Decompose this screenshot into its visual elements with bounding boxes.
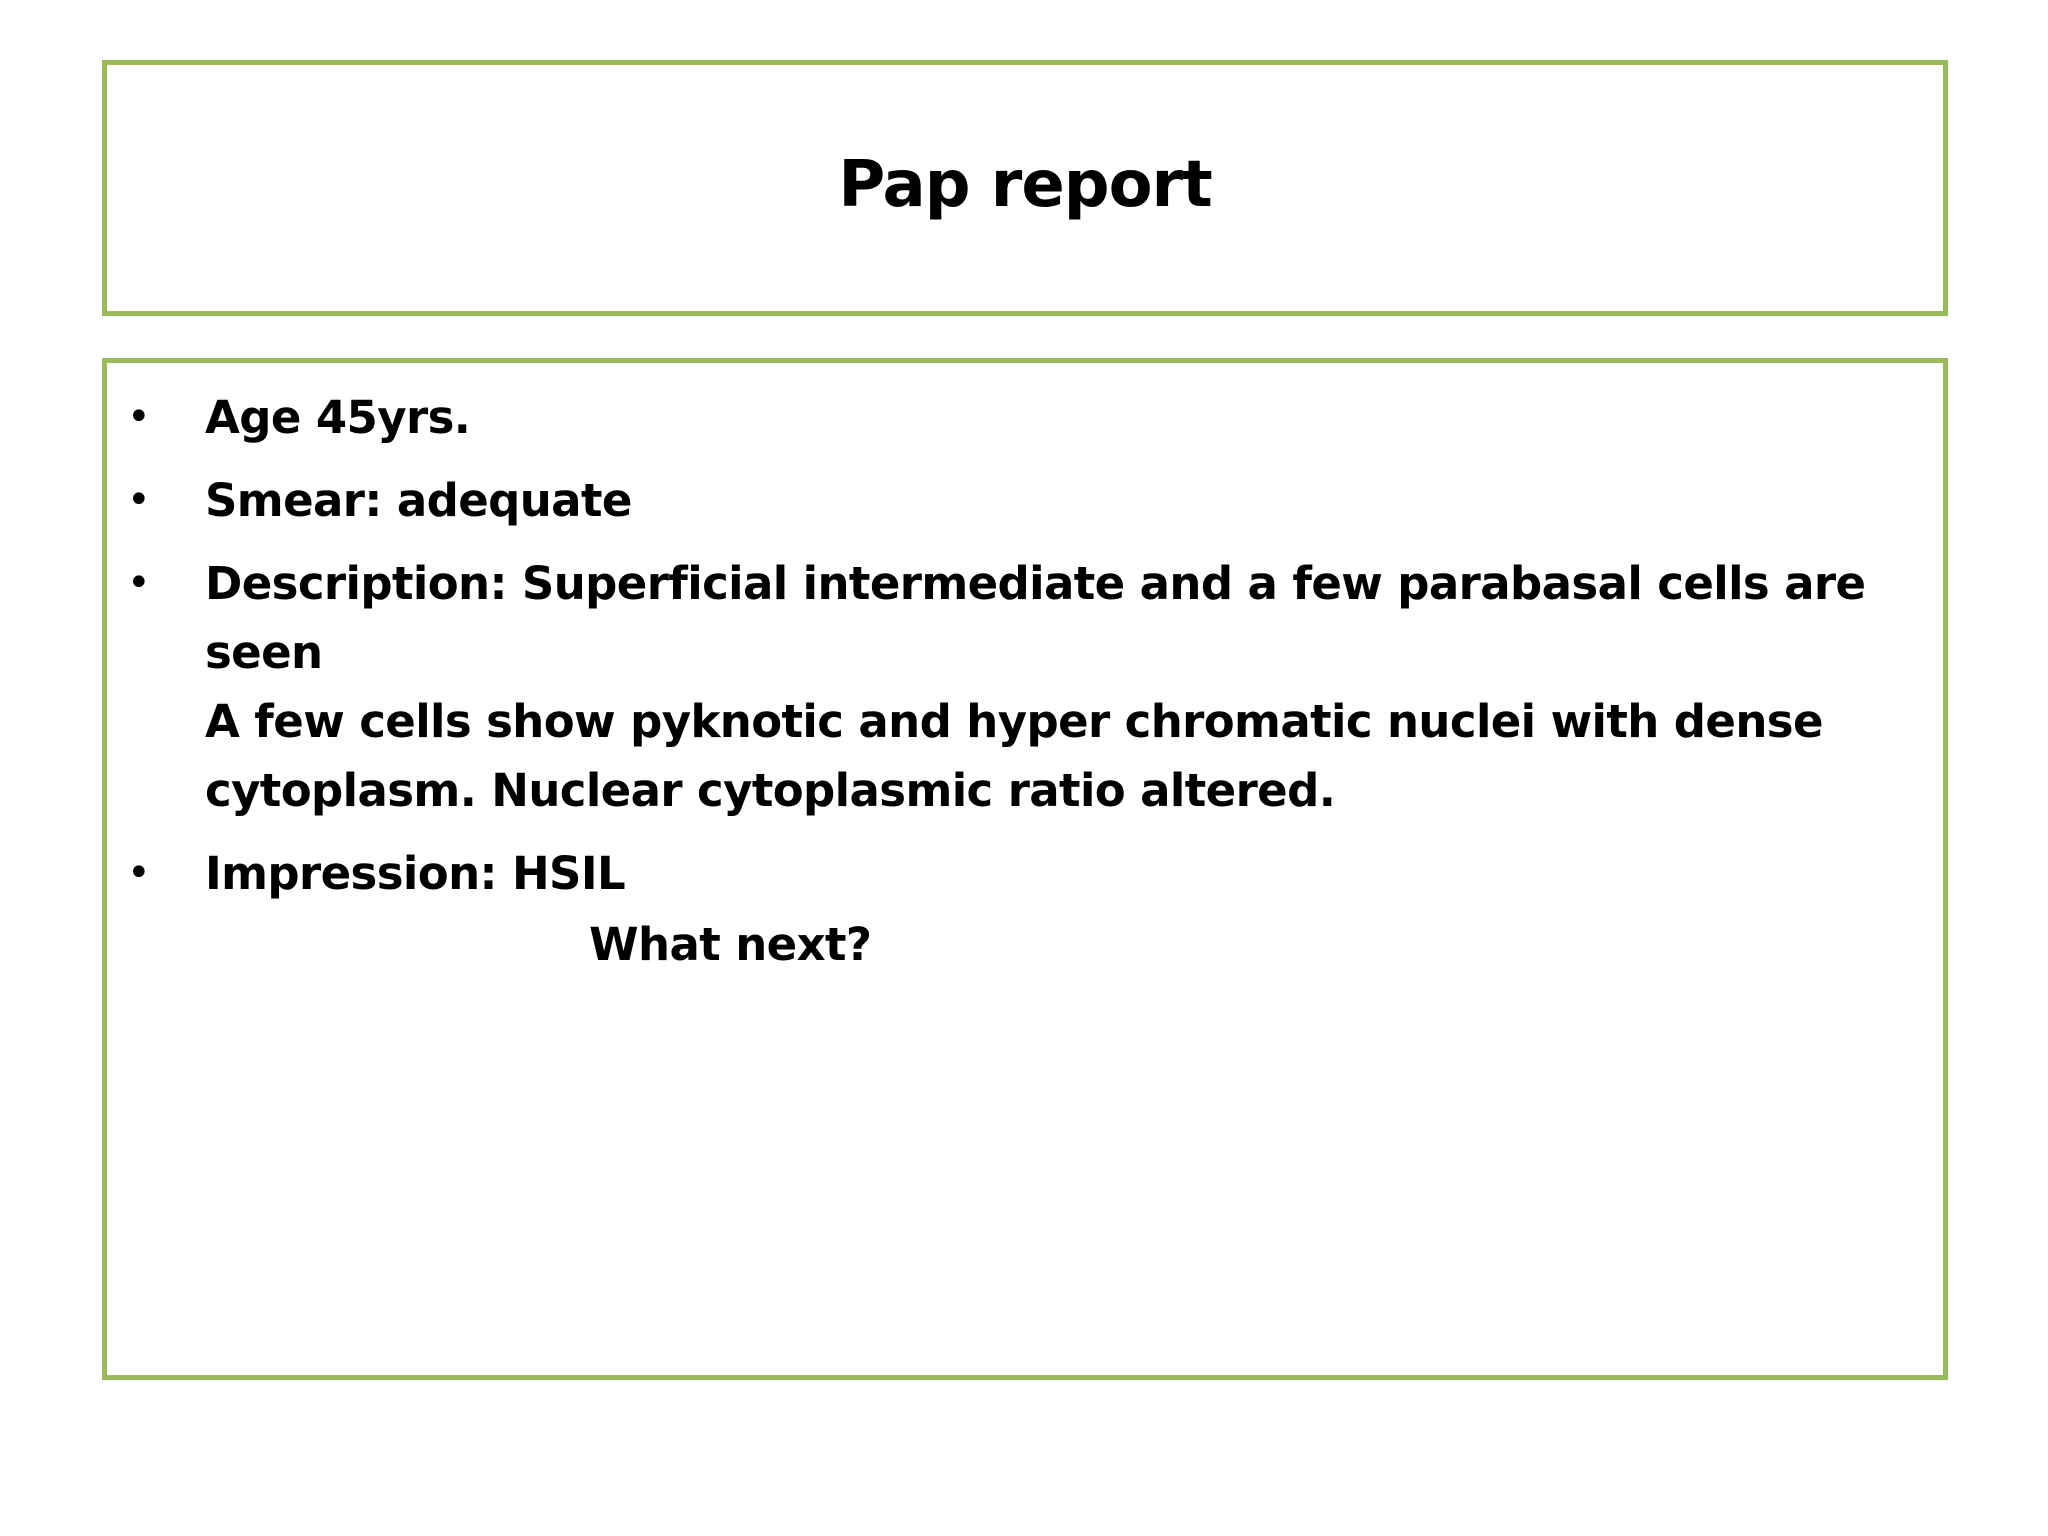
bullet-list	[107, 383, 1937, 922]
content-box	[102, 358, 1948, 1380]
list-item-impression	[107, 839, 1937, 908]
slide-title: Pap report	[838, 148, 1212, 222]
bullet-text-description: Description: Superficial intermediate and a few parabasal cells are seen A few cells show pyknotic and hyper chromatic nuclei with dense cytoplasm. Nuclear cytoplasmic ratio altered.	[205, 557, 1866, 817]
question-text: What next?	[589, 918, 872, 971]
list-item-smear	[107, 466, 1937, 535]
title-box	[102, 60, 1948, 316]
bullet-mark: •	[127, 560, 150, 606]
bullet-text-smear: Smear: adequate	[205, 474, 632, 527]
list-item-description	[107, 549, 1937, 825]
bullet-text-impression: Impression: HSIL	[205, 847, 626, 900]
bullet-mark: •	[127, 850, 150, 896]
list-item-age	[107, 383, 1937, 452]
bullet-mark: •	[127, 394, 150, 440]
bullet-mark: •	[127, 477, 150, 523]
bullet-text-age: Age 45yrs.	[205, 391, 471, 444]
